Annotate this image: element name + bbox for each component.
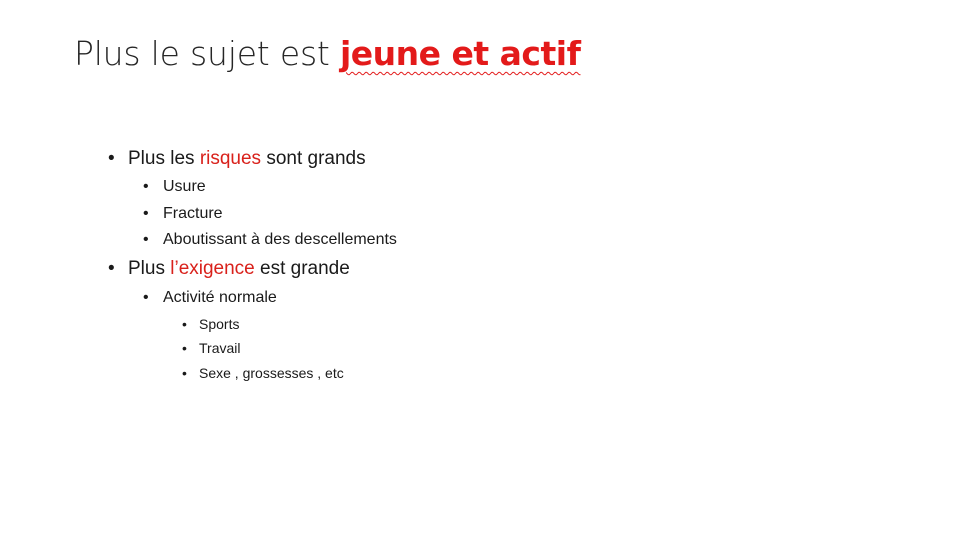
bullet-icon: • — [182, 365, 187, 381]
point-text-after: sont grands — [261, 148, 366, 169]
title-prefix: Plus le sujet est — [74, 34, 340, 73]
point-text-before: Plus — [128, 258, 171, 279]
sub-item-usure — [143, 178, 206, 196]
sub-item-fracture — [143, 205, 223, 223]
bullet-icon: • — [143, 231, 149, 248]
sub-heading-label: Activité normale — [163, 289, 277, 306]
sub-item-label: Travail — [199, 340, 241, 356]
sub-item-label: Sports — [199, 316, 240, 332]
slide-title — [74, 34, 580, 73]
sub-item-label: Aboutissant à des descellements — [163, 231, 397, 248]
title-accent: jeune et actif — [339, 34, 581, 73]
point-text-after: est grande — [254, 258, 350, 279]
sub-item-travail — [182, 340, 241, 356]
point-risques — [108, 148, 366, 170]
bullet-icon: • — [143, 205, 149, 222]
sub-item-label: Fracture — [163, 205, 223, 222]
sub-item-descellements — [143, 231, 397, 249]
bullet-icon: • — [108, 148, 115, 169]
point-text — [128, 258, 350, 280]
sub-item-sexe — [182, 365, 344, 381]
point-text — [128, 148, 366, 170]
sub-item-label: Sexe , grossesses , etc — [199, 365, 344, 381]
point-text-before: Plus les — [128, 148, 200, 169]
point-exigence — [108, 258, 350, 280]
point-highlight: risques — [199, 148, 262, 169]
point-highlight: l’exigence — [170, 258, 255, 279]
bullet-icon: • — [143, 178, 149, 195]
sub-heading-activite — [143, 289, 277, 307]
bullet-icon: • — [182, 340, 187, 356]
sub-item-sports — [182, 316, 239, 332]
bullet-icon: • — [182, 316, 187, 332]
bullet-icon: • — [143, 289, 149, 306]
bullet-icon: • — [108, 258, 115, 279]
sub-item-label: Usure — [163, 178, 206, 195]
